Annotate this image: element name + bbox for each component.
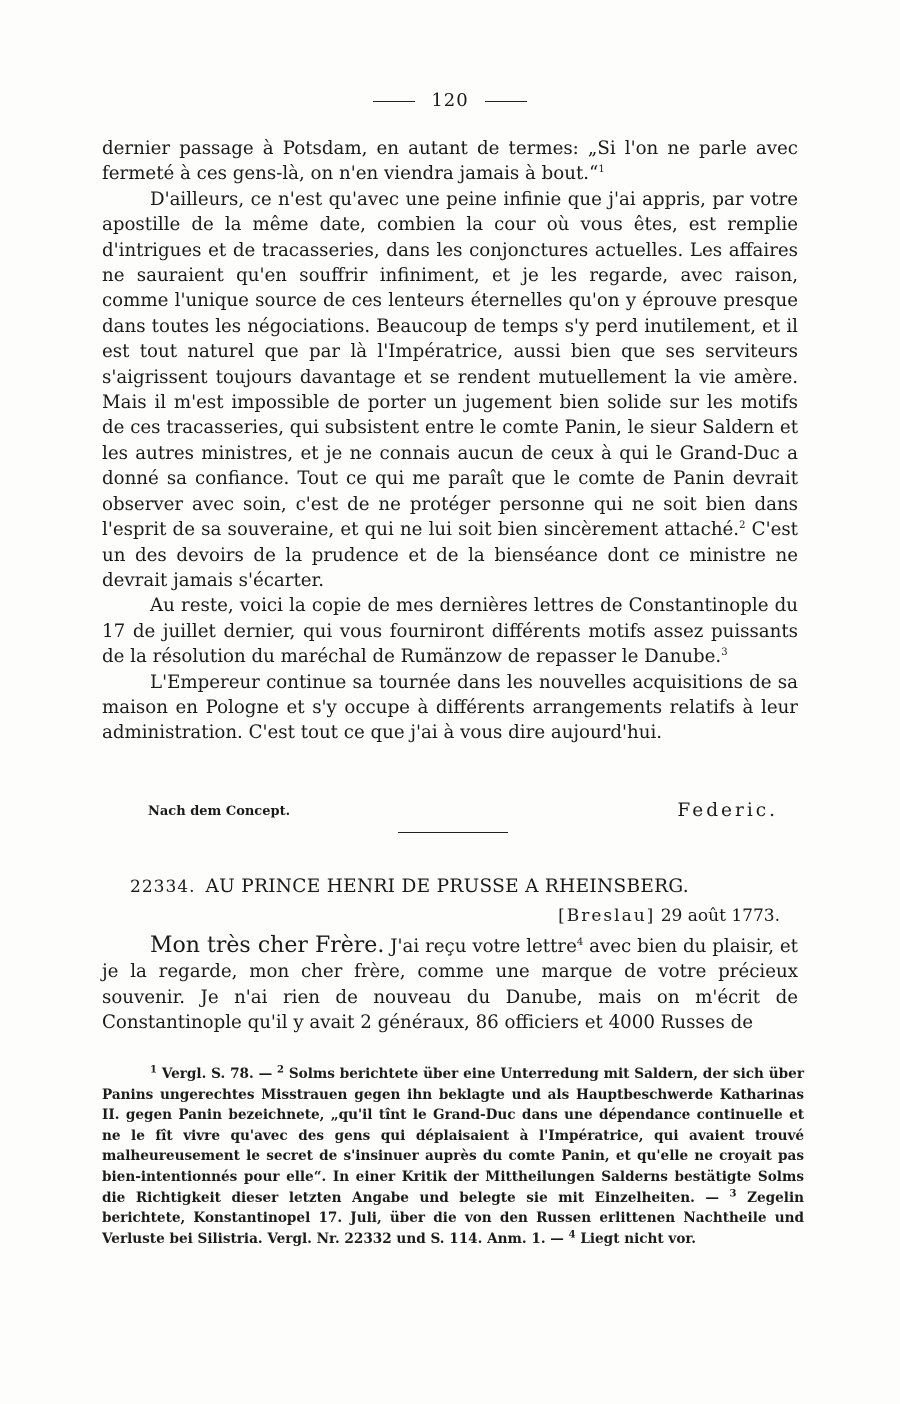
signature-row — [148, 800, 778, 826]
footnote-ref: 4 — [576, 936, 584, 948]
footnote-ref: 1 — [598, 164, 605, 176]
page-number-text: 120 — [431, 90, 469, 111]
letter-number: 22334. — [130, 877, 196, 897]
footnote-3: Zegelin berichtete, Konstantinopel 17. Juli, über die von den Russen erlittenen Nachtheile und Verluste bei Silistria. Vergl. Nr. 22332 und S. 114. Anm. 1. — — [102, 1189, 805, 1247]
paragraph-2: D'ailleurs, ce n'est qu'avec une peine infinie que j'ai appris, par votre apostille de la même date, combien la cour où vous êtes, est remplie d'intrigues et de tracasseries, dans les conjonctures actuelles. Les affaires ne sauraient qu'en souffrir infiniment, et je les regarde, avec raison, comme l'unique source de ces lenteurs éternelles qu'on y éprouve presque dans toutes les négociations. Beaucoup de temps s'y perd inutilement, et il est tout naturel que par là l'Impératrice, aussi bien que ses serviteurs s'aigrissent toujours davantage et se rendent mutuellement la vie amère. Mais il m'est impossible de porter un jugement bien solide sur les motifs de ces tracasseries, qui subsistent entre le comte Panin, le sieur Saldern et les autres ministres, et je ne connais aucun de ceux à qui le Grand-Duc a donné sa confiance. Tout ce qui me paraît que le comte de Panin devrait observer avec soin, c'est de ne protéger personne qui ne soit bien dans l'esprit de sa souveraine, et qui ne lui soit bien sincèrement attaché.$^2$ C'est un des devoirs de la prudence et de la bienséance dont ce ministre ne devrait jamais s'écarter. — [102, 188, 798, 591]
footnote-ref: 2 — [739, 520, 746, 532]
letter-body — [102, 933, 798, 1036]
date-place: [Breslau] — [558, 906, 656, 926]
paragraph-3: Au reste, voici la copie de mes dernières lettres de Constantinople du 17 de juillet dernier, qui vous fourniront différents motifs assez puissants de la résolution du maréchal de Rumänzow de repasser le Danube.$^3$ — [102, 595, 798, 668]
page-number-rule-left — [373, 101, 415, 102]
footnotes-paragraph: $^1$ Vergl. S. 78. — $^2$ Solms berichtete über eine Unterredung mit Saldern, der sich über Panins ungerechtes Misstrauen gegen ihn beklagte und als Hauptbeschwerde Katharinas II. gegen Panin bezeichnete, „qu'il tînt le Grand-Duc dans une dépendance continuelle et ne le fît vivre qu'avec des gens qui déplaisaient à l'Impératrice, qui avaient trouvé malheureusement le secret de s'insinuer auprès du comte Panin, et qu'elle ne croyait pas bien-intentionnés pour elle“. In einer Kritik der Mittheilungen Salderns bestätigte Solms die Richtigkeit dieser letzten Angabe und belegte sie mit Einzelheiten. — $^3$ Zegelin berichtete, Konstantinopel 17. Juli, über die von den Russen erlittenen Nachtheile und Verluste bei Silistria. Vergl. Nr. 22332 und S. 114. Anm. 1. — $^4$ Liegt nicht vor. — [102, 1064, 805, 1247]
source-note: Nach dem Concept. — [148, 804, 291, 819]
letter-dateline — [558, 906, 780, 926]
letter-heading — [130, 876, 790, 897]
signer-name: Federic. — [677, 800, 778, 821]
footnote-1: Vergl. S. 78. — — [161, 1066, 273, 1082]
footnotes — [102, 1064, 804, 1249]
paragraph-1: dernier passage à Potsdam, en autant de termes: „Si l'on ne parle avec fermeté à ces gens-là, on n'en viendra jamais à bout.“$^1$ — [102, 138, 798, 185]
letter-title: AU PRINCE HENRI DE PRUSSE A RHEINSBERG. — [205, 876, 689, 897]
footnote-2: Solms berichtete über eine Unterredung mit Saldern, der sich über Panins ungerechtes Misstrauen gegen ihn beklagte und als Hauptbeschwerde Katharinas II. gegen Panin bezeichnete, „qu'il tînt le Grand-Duc dans une dépendance continuelle et ne le fît vivre qu'avec des gens qui déplaisaient à l'Impératrice, qui avaient trouvé malheureusement le secret de s'insinuer auprès du comte Panin, et qu'elle ne croyait pas bien-intentionnés pour elle“. In einer Kritik der Mittheilungen Salderns bestätigte Solms die Richtigkeit dieser letzten Angabe und belegte sie mit Einzelheiten. — — [102, 1066, 804, 1206]
paragraph-4: L'Empereur continue sa tournée dans les nouvelles acquisitions de sa maison en Pologne et s'y occupe à différents arrangements relatifs à leur administration. C'est tout ce que j'ai à vous dire aujourd'hui. — [102, 671, 798, 744]
page-number-rule-right — [485, 101, 527, 102]
footnote-ref: 3 — [721, 647, 728, 659]
date: 29 août 1773. — [660, 906, 780, 926]
footnote-4: Liegt nicht vor. — [580, 1230, 697, 1247]
page-number — [0, 90, 900, 111]
letter-paragraph: Mon très cher Frère. J'ai reçu votre lettre$^4$ avec bien du plaisir, et je la regarde, mon cher frère, comme une marque de votre précieux souvenir. Je n'ai rien de nouveau du Danube, mais on m'écrit de Constantinople qu'il y avait 2 généraux, 86 officiers et 4000 Russes de — [102, 933, 798, 1034]
salutation: Mon très cher Frère. — [150, 933, 385, 958]
letter-continuation — [102, 136, 798, 746]
section-divider — [398, 832, 508, 833]
